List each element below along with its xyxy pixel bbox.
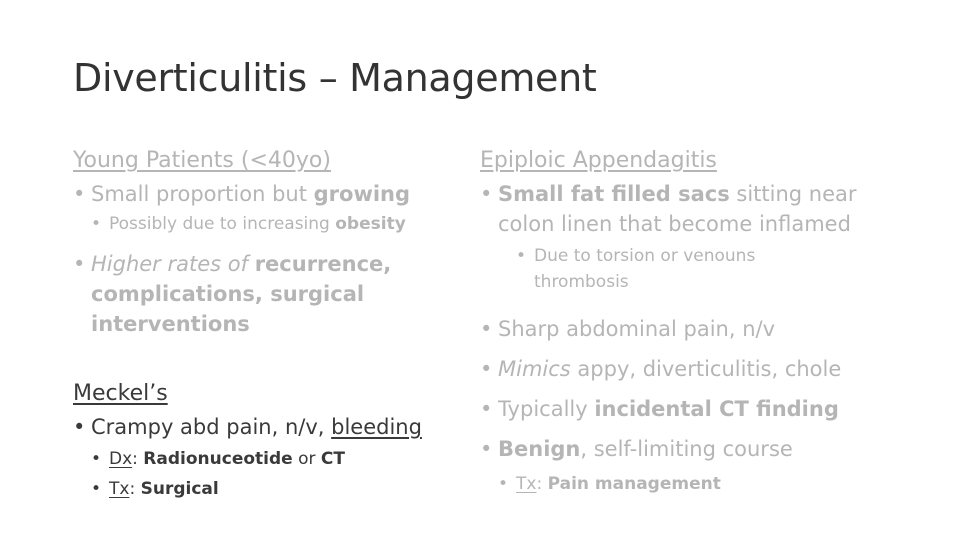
meckels-dx-bold2: CT [320, 449, 345, 469]
bullet-icon: • [91, 449, 102, 469]
epiploic-tx-label: Tx [516, 474, 537, 494]
epiploic-benign-rest: , self-limiting course [580, 437, 793, 461]
left-column [73, 148, 463, 502]
bullet-icon: • [480, 357, 493, 381]
bullet-icon: • [480, 317, 493, 341]
epiploic-bullet-fat-sacs [480, 179, 898, 239]
bullet-icon: • [480, 437, 493, 461]
slide-title: Diverticulitis – Management [73, 56, 597, 100]
bullet-icon: • [480, 397, 493, 421]
epiploic-heading: Epiploic Appendagitis [480, 148, 717, 173]
epiploic-tx-bold: Pain management [547, 474, 721, 494]
young-bullet-proportion [73, 179, 463, 209]
bullet-icon: • [91, 479, 102, 499]
epiploic-bullet-benign [480, 429, 900, 469]
meckels-bullet-pain [73, 412, 463, 442]
young-patients-heading: Young Patients (<40yo) [73, 148, 331, 173]
young-subbullet-obesity [91, 211, 463, 237]
epiploic-bullet-mimics [480, 349, 900, 389]
right-column [480, 148, 900, 497]
meckels-subbullet-tx [91, 476, 463, 502]
young-bullet-recurrence [73, 249, 431, 339]
meckels-dx-sep: : [132, 449, 144, 469]
bullet-icon: • [480, 182, 493, 206]
meckels-dx-bold1: Radionuceotide [143, 449, 293, 469]
meckels-tx-bold: Surgical [140, 479, 219, 499]
epiploic-bullet-incidental [480, 389, 900, 429]
bullet-icon: • [73, 252, 86, 276]
epiploic-bullet-sharp-pain [480, 309, 900, 349]
meckels-tx-sep: : [129, 479, 141, 499]
bullet-icon: • [516, 246, 527, 266]
epiploic-incidental-text: Typically [498, 397, 595, 421]
meckels-dx-mid: or [292, 449, 321, 469]
meckels-bullet-pain-underlined: bleeding [331, 415, 422, 439]
meckels-subbullet-dx [91, 446, 463, 472]
epiploic-sharp-pain-text: Sharp abdominal pain, n/v [498, 317, 776, 341]
bullet-icon: • [91, 214, 102, 234]
meckels-tx-label: Tx [109, 479, 130, 499]
young-bullet-recurrence-italic: Higher rates of [91, 252, 249, 276]
epiploic-fat-sacs-bold: Small fat filled sacs [498, 182, 730, 206]
bullet-icon: • [498, 474, 509, 494]
meckels-bullet-pain-text: Crampy abd pain, n/v, [91, 415, 332, 439]
meckels-dx-label: Dx [109, 449, 133, 469]
epiploic-subbullet-tx [498, 471, 900, 497]
epiploic-benign-bold: Benign [498, 437, 581, 461]
epiploic-mimics-rest: appy, diverticulitis, chole [570, 357, 842, 381]
meckels-heading: Meckel’s [73, 381, 168, 406]
epiploic-torsion-text: Due to torsion or venouns thrombosis [534, 246, 756, 292]
bullet-icon: • [73, 182, 86, 206]
young-bullet-recurrence-bold: recurrence, complications, surgical interventions [91, 252, 392, 336]
young-subbullet-obesity-text: Possibly due to increasing [109, 214, 336, 234]
epiploic-fat-sacs-rest: sitting near colon linen that become inflamed [498, 182, 857, 236]
young-subbullet-obesity-bold: obesity [335, 214, 406, 234]
epiploic-mimics-italic: Mimics [498, 357, 571, 381]
bullet-icon: • [73, 415, 86, 439]
young-bullet-proportion-bold: growing [313, 182, 411, 206]
epiploic-subbullet-torsion [516, 243, 814, 295]
young-bullet-proportion-text: Small proportion but [91, 182, 314, 206]
epiploic-incidental-bold: incidental CT finding [594, 397, 839, 421]
epiploic-tx-sep: : [536, 474, 548, 494]
